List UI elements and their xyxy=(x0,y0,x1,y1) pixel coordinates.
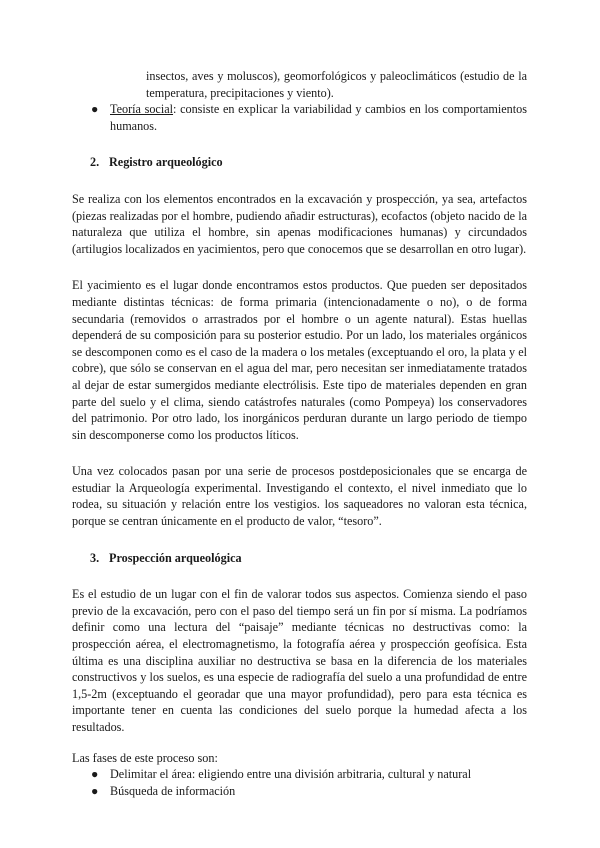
section-heading-registro xyxy=(72,154,527,171)
section-title: Prospección arqueológica xyxy=(109,550,242,565)
document-page xyxy=(72,68,527,799)
section-heading-prospeccion xyxy=(72,550,527,567)
list-item xyxy=(72,783,527,800)
list-item xyxy=(72,101,527,134)
continued-bullet-text: insectos, aves y moluscos), geomorfológicos y paleoclimáticos (estudio de la temperatura, precipitaciones y viento). xyxy=(146,69,527,100)
phase-text: Delimitar el área: eligiendo entre una división arbitraria, cultural y natural xyxy=(110,767,472,782)
list-item xyxy=(72,766,527,783)
bullet-icon: ● xyxy=(91,783,99,798)
section-title: Registro arqueológico xyxy=(109,155,223,170)
bullet-icon: ● xyxy=(91,767,99,782)
paragraph: Una vez colocados pasan por una serie de procesos postdeposicionales que se encarga de estudiar la Arqueología experimental. Investigando el contexto, el nivel inmediato que lo rodea, su situación y relación entre los vestigios. los saqueadores no valoran esta técnica, porque se centran únicamente en el producto de valor, “tesoro”. xyxy=(72,464,527,529)
term-teoria-social: Teoría social xyxy=(110,102,174,117)
phases-intro: Las fases de este proceso son: xyxy=(72,750,218,765)
paragraph: Se realiza con los elementos encontrados en la excavación y prospección, ya sea, artefactos (piezas realizadas por el hombre, pudiendo añadir estructuras), ecofactos (objeto nacido de la naturaleza que utiliza el hombre, sin apenas modificaciones humanas) y circundados (artilugios localizados en yacimientos, pero que conocemos que se desarrollan en otro lugar). xyxy=(72,191,527,256)
phase-text: Búsqueda de información xyxy=(110,783,236,798)
bullet-list-phases xyxy=(72,766,527,799)
paragraph: El yacimiento es el lugar donde encontramos estos productos. Que pueden ser depositados mediante distintas técnicas: de forma primaria (intencionadamente o no), o de forma secundaria (removidos o arrastrados por el hombre o un agente natural). Estas huellas dependerá de su composición para su posterior estudio. Por un lado, los materiales orgánicos se descomponen como es el caso de la madera o los metales (exceptuando el oro, la plata y el cobre), que sólo se conservan en el agua del mar, pero necesitan ser inmediatamente tratados al dejar de estar sumergidos mediante electrólisis. Este tipo de materiales dependen en gran parte del suelo y el clima, siendo catástrofes naturales (como Pompeya) los conservadores del patrimonio. Por otro lado, los inorgánicos perduran durante un largo periodo de tiempo sin descomponerse como los productos líticos. xyxy=(72,278,527,442)
paragraph: Es el estudio de un lugar con el fin de valorar todos sus aspectos. Comienza siendo el paso previo de la excavación, pero con el paso del tiempo será un fin por sí misma. La podríamos definir como una lectura del “paisaje” mediante técnicas no destructivas como: la prospección aérea, el electromagnetismo, la fotografía aérea y prospección geofísica. Esta última es una disciplina auxiliar no destructiva se basa en la diferencia de los materiales constructivos y los suelos, es una especie de radiografía del suelo a una profundidad de entre 1,5-2m (exceptuando el georadar que una mayor profundidad), pero para esta técnica es importante tener en cuenta las condiciones del suelo porque la humedad afecta a los resultados. xyxy=(72,587,527,734)
section-number: 3. xyxy=(90,550,100,565)
section-number: 2. xyxy=(90,155,100,170)
bullet-icon: ● xyxy=(91,102,99,117)
term-definition: : consiste en explicar la variabilidad y cambios en los comportamientos humanos. xyxy=(110,102,527,133)
bullet-list-teoria xyxy=(72,101,527,134)
